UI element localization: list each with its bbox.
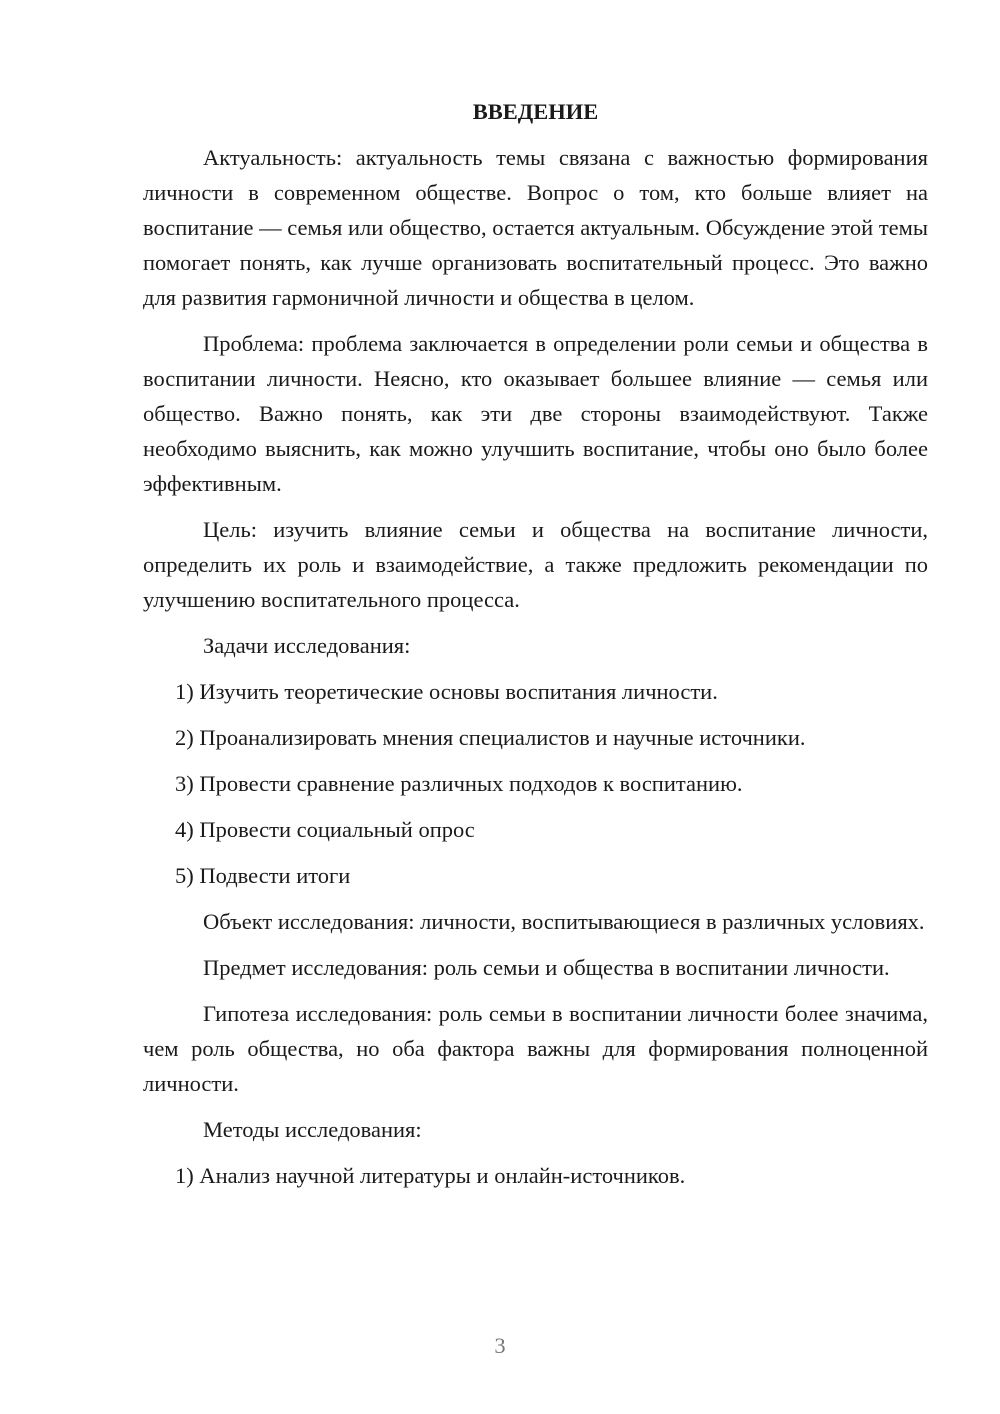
methods-list	[143, 1158, 928, 1193]
hypothesis-paragraph: Гипотеза исследования: роль семьи в воспитании личности более значима, чем роль общества, но оба фактора важны для формирования полноценной личности.	[143, 1001, 928, 1096]
object-paragraph: Объект исследования: личности, воспитывающиеся в различных условиях.	[203, 909, 925, 934]
tasks-heading: Задачи исследования:	[203, 633, 411, 658]
relevance-paragraph: Актуальность: актуальность темы связана с важностью формирования личности в современном обществе. Вопрос о том, кто больше влияет на воспитание — семья или общество, остается актуальным. Обсуждение этой темы помогает понять, как лучше организовать воспитательный процесс. Это важно для развития гармоничной личности и общества в целом.	[143, 145, 928, 310]
list-item: 1) Анализ научной литературы и онлайн-источников.	[175, 1163, 686, 1188]
tasks-list	[143, 674, 928, 893]
list-item: 2) Проанализировать мнения специалистов и научные источники.	[175, 725, 806, 750]
methods-heading: Методы исследования:	[203, 1117, 422, 1142]
page-number: 3	[494, 1333, 506, 1358]
list-item: 5) Подвести итоги	[175, 863, 351, 888]
problem-paragraph: Проблема: проблема заключается в определении роли семьи и общества в воспитании личности. Неясно, кто оказывает большее влияние — семья или общество. Важно понять, как эти две стороны взаимодействуют. Также необходимо выяснить, как можно улучшить воспитание, чтобы оно было более эффективным.	[143, 331, 928, 496]
list-item: 4) Провести социальный опрос	[175, 817, 475, 842]
document-page	[143, 94, 928, 1204]
list-item: 3) Провести сравнение различных подходов к воспитанию.	[175, 771, 743, 796]
goal-paragraph: Цель: изучить влияние семьи и общества на воспитание личности, определить их роль и взаимодействие, а также предложить рекомендации по улучшению воспитательного процесса.	[143, 517, 928, 612]
subject-paragraph: Предмет исследования: роль семьи и общества в воспитании личности.	[203, 955, 890, 980]
page-title: ВВЕДЕНИЕ	[472, 99, 599, 124]
list-item: 1) Изучить теоретические основы воспитания личности.	[175, 679, 718, 704]
